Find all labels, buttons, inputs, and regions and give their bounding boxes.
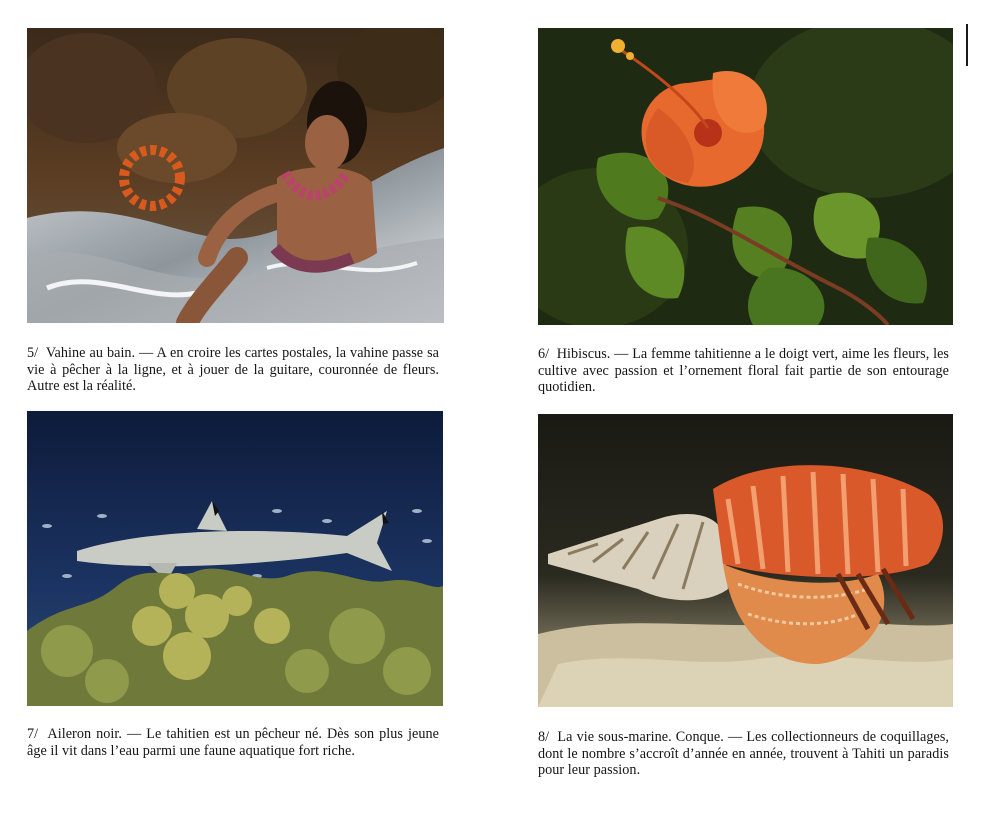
caption-6-text: Hibiscus. — La femme tahitienne a le doigt vert, aime les fleurs, les cultive avec passion et l’ornement floral fait partie de son entourage quotidien. [538,346,949,395]
caption-7-text: Aileron noir. — Le tahitien est un pêcheur né. Dès son plus jeune âge il vit dans l’eau parmi une faune aquatique fort riche. [27,726,439,759]
caption-7-number: 7/ [27,726,39,742]
caption-5-number: 5/ [27,345,39,361]
edge-rule [966,24,968,66]
caption-8-text: La vie sous-marine. Conque. — Les collectionneurs de coquillages, dont le nombre s’accroît d’année en année, trouvent à Tahiti un paradis pour leur passion. [538,729,949,778]
conch-illustration [538,414,953,707]
caption-7 [27,726,439,759]
shark-illustration [27,411,443,706]
caption-8 [538,729,949,779]
caption-8-number: 8/ [538,729,550,745]
hibiscus-illustration [538,28,953,325]
caption-6-number: 6/ [538,346,550,362]
photo-vahine-au-bain [27,28,444,323]
photo-hibiscus [538,28,953,325]
photo-conque [538,414,953,707]
caption-5-text: Vahine au bain. — A en croire les cartes postales, la vahine passe sa vie à pêcher à la ligne, et à jouer de la guitare, couronnée de fleurs. Autre est la réalité. [27,345,440,394]
caption-5 [27,345,439,395]
photo-aileron-noir [27,411,443,706]
caption-6 [538,346,949,396]
vahine-illustration [27,28,444,323]
